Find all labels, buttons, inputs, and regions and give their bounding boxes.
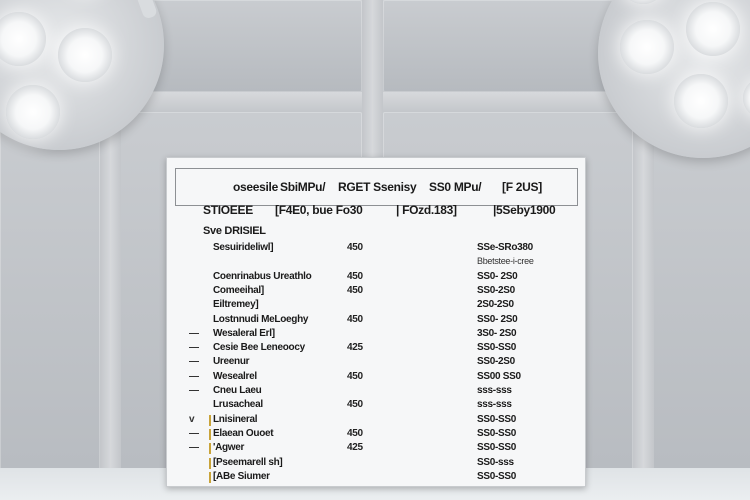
lamp-bulb [686, 2, 740, 56]
table-row [167, 385, 586, 399]
table-row [167, 299, 586, 313]
lamp-bulb [620, 0, 666, 4]
row-mark: — [189, 427, 199, 439]
table-row [167, 399, 586, 413]
row-qty: 450 [347, 427, 363, 439]
row-qty: 450 [347, 242, 363, 253]
row-value: SS0-SS0 [477, 442, 517, 454]
row-value: SS0-SS0 [477, 413, 517, 425]
row-qty: 450 [347, 399, 363, 411]
row-value: SS0-sss [477, 456, 514, 468]
row-mark: — [189, 442, 199, 454]
header-text: [F 2US] [502, 180, 542, 194]
row-item: Sesuirideliwl] [213, 242, 274, 253]
row-item: Lostnnudi MeLoeghy [213, 313, 309, 325]
row-value: sss-sss [477, 399, 512, 411]
table-row [167, 285, 586, 299]
table-row [167, 457, 586, 471]
row-mark: v [189, 413, 195, 425]
lamp-bulb [58, 28, 112, 82]
table-row [167, 328, 586, 342]
row-value: SS0-2S0 [477, 284, 515, 296]
row-bracket [209, 443, 211, 454]
row-bracket [209, 472, 211, 483]
row-item: Lnisineral [213, 413, 258, 425]
table-row [167, 271, 586, 285]
row-mark: — [189, 327, 199, 339]
header-text: SS0 MPu/ [429, 180, 482, 194]
row-item: Lrusacheal [213, 399, 263, 411]
row-item: Ureenur [213, 356, 250, 368]
row-mark: — [189, 342, 199, 354]
table-row [167, 442, 586, 456]
table-row [167, 242, 586, 256]
board-header [175, 168, 578, 206]
header-text: SbiMPu/ [280, 180, 326, 194]
row-item: Wesaleral Erl] [213, 327, 275, 339]
row-qty: 450 [347, 313, 363, 325]
table-row [167, 256, 586, 270]
row-mark: — [189, 385, 199, 396]
row-item: Elaean Ouoet [213, 427, 274, 439]
lamp-bulb [743, 78, 750, 118]
row-item: [ABe Siumer [213, 470, 270, 482]
wall-panel [383, 0, 633, 92]
row-value: SS0- 2S0 [477, 270, 518, 282]
header-text: oseesile [233, 180, 278, 194]
table-row [167, 342, 586, 356]
row-bracket [209, 415, 211, 426]
table-row [167, 314, 586, 328]
row-item: Eiltremey] [213, 299, 259, 311]
row-item: 'Agwer [213, 442, 245, 454]
row-qty: 450 [347, 284, 363, 296]
row-qty: 425 [347, 442, 363, 454]
table-row [167, 414, 586, 428]
row-value: SS0- 2S0 [477, 313, 518, 325]
row-value: sss-sss [477, 385, 512, 396]
column-headers [167, 203, 586, 223]
column-header: [F4E0, bue Fo30 [275, 203, 363, 217]
table-row [167, 371, 586, 385]
wall-panel [652, 112, 750, 500]
row-mark: — [189, 356, 199, 368]
row-bracket [209, 429, 211, 440]
section-label: Sve DRISIEL [203, 225, 266, 237]
lamp-bulb [6, 85, 60, 139]
row-item: Wesealrel [213, 370, 257, 382]
row-item: Coenrinabus Ureathlo [213, 270, 312, 282]
info-board [166, 157, 586, 487]
row-item: Cesie Bee Leneoocy [213, 342, 305, 354]
row-qty: 450 [347, 370, 363, 382]
row-value: Bbetstee-i-cree [477, 256, 534, 267]
row-value: 2S0-2S0 [477, 299, 514, 311]
row-value: SSe-SRo380 [477, 242, 533, 253]
row-value: SS0-SS0 [477, 470, 517, 482]
row-value: 3S0- 2S0 [477, 327, 517, 339]
row-item: [Pseemarell sh] [213, 456, 283, 468]
column-header: STIOEEE [203, 203, 253, 217]
wall-panel [0, 112, 100, 500]
row-qty: 425 [347, 342, 363, 354]
row-bracket [209, 458, 211, 469]
column-header: |5Seby1900 [493, 203, 556, 217]
lamp-bulb [0, 12, 46, 66]
lamp-bulb [620, 20, 674, 74]
row-value: SS0-2S0 [477, 356, 515, 368]
row-value: SS0-SS0 [477, 427, 517, 439]
header-text: RGET Ssenisy [338, 180, 417, 194]
row-mark: — [189, 370, 199, 382]
table-row [167, 428, 586, 442]
row-item: Cneu Laeu [213, 385, 262, 396]
row-value: SS0-SS0 [477, 342, 517, 354]
lamp-arm [114, 0, 158, 20]
row-value: SS00 SS0 [477, 370, 521, 382]
row-qty: 450 [347, 270, 363, 282]
table-row [167, 356, 586, 370]
column-header: | FOzd.183] [396, 203, 457, 217]
table-row [167, 471, 586, 485]
row-item: Comeeihal] [213, 284, 264, 296]
lamp-bulb [674, 74, 728, 128]
